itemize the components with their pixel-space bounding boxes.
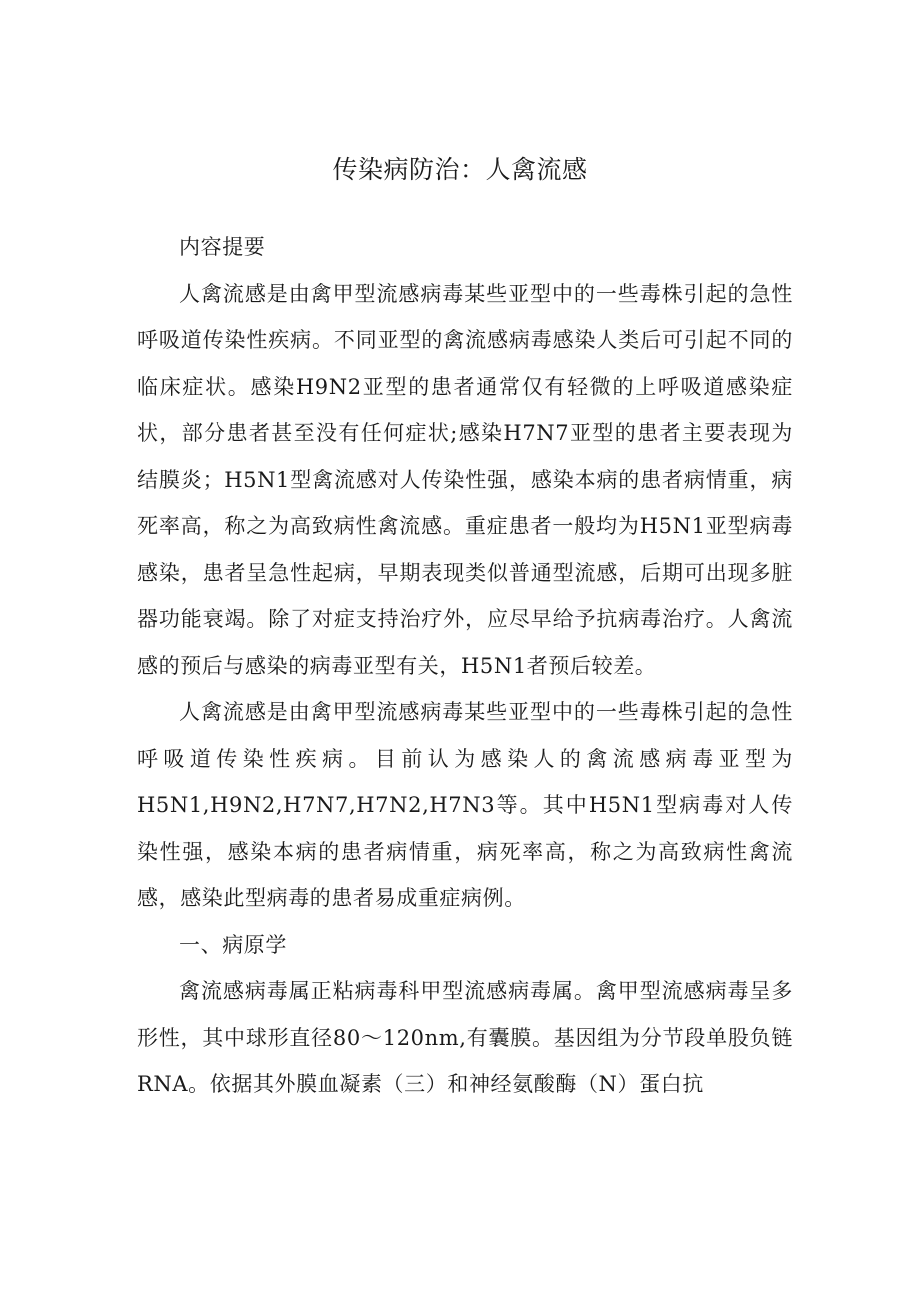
document-title: 传染病防治：人禽流感 (332, 155, 588, 184)
section-heading-etiology: 一、病原学 (179, 932, 287, 957)
document-body (137, 224, 793, 1108)
paragraph-summary: 人禽流感是由禽甲型流感病毒某些亚型中的一些毒株引起的急性呼吸道传染性疾病。不同亚型的禽流感病毒感染人类后可引起不同的临床症状。感染H9N2亚型的患者通常仅有轻微的上呼吸道感染症状，部分患者甚至没有任何症状;感染H7N7亚型的患者主要表现为结膜炎；H5N1型禽流感对人传染性强，感染本病的患者病情重，病死率高，称之为高致病性禽流感。重症患者一般均为H5N1亚型病毒感染，患者呈急性起病，早期表现类似普通型流感，后期可出现多脏器功能衰竭。除了对症支持治疗外，应尽早给予抗病毒治疗。人禽流感的预后与感染的病毒亚型有关，H5N1者预后较差。 (137, 281, 793, 678)
section-heading-summary: 内容提要 (179, 235, 266, 259)
paragraph-etiology: 禽流感病毒属正粘病毒科甲型流感病毒属。禽甲型流感病毒呈多形性，其中球形直径80～120nm,有囊膜。基因组为分节段单股负链RNA。依据其外膜血凝素（三）和神经氨酸酶（N）蛋白抗 (137, 979, 793, 1096)
paragraph-overview: 人禽流感是由禽甲型流感病毒某些亚型中的一些毒株引起的急性呼吸道传染性疾病。目前认为感染人的禽流感病毒亚型为H5N1,H9N2,H7N7,H7N2,H7N3等。其中H5N1型病毒对人传染性强，感染本病的患者病情重，病死率高，称之为高致病性禽流感，感染此型病毒的患者易成重症病例。 (137, 700, 793, 910)
